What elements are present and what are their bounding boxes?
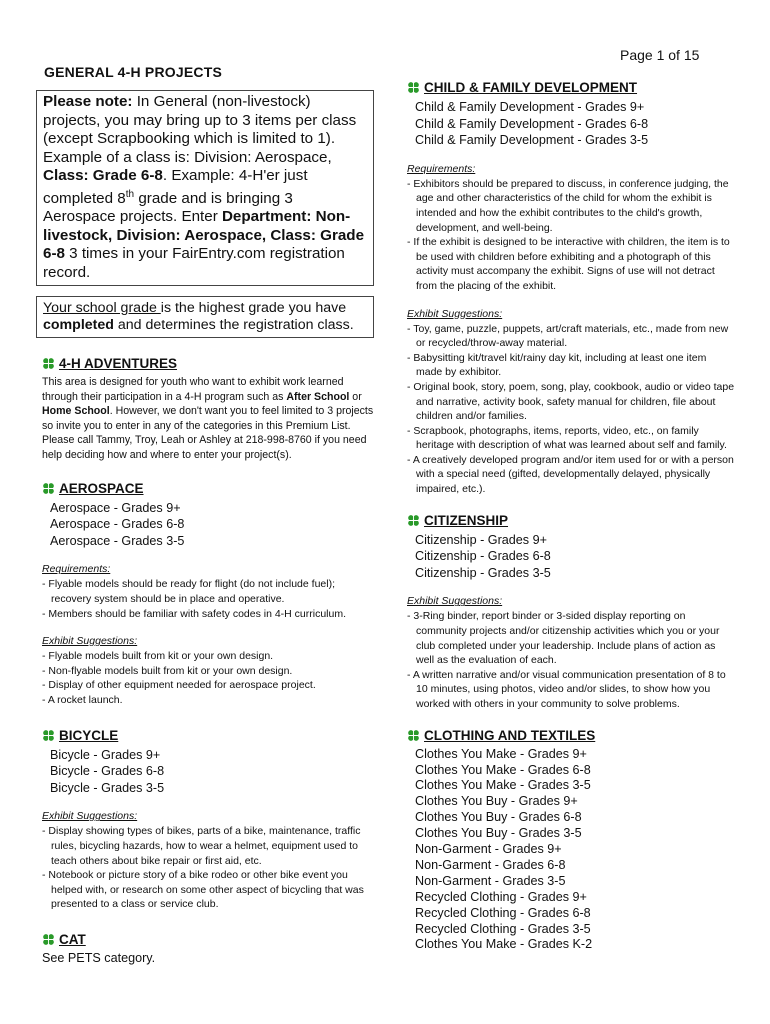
class-item: Aerospace - Grades 6-8	[50, 517, 185, 532]
page-title: GENERAL 4-H PROJECTS	[44, 64, 222, 80]
citizenship-suggestions	[407, 609, 735, 711]
note-text-1: In General (non-livestock) projects, you may bring up to 3 items per class (except Scrapbooking which is limited to 1). Example of a class is: Division: Aerospace,	[43, 93, 357, 166]
class-item: Clothes You Make - Grades 6-8	[415, 762, 591, 777]
section-title: CAT	[59, 931, 86, 947]
bullet-item: - A written narrative and/or visual communication presentation of 8 to 10 minutes, using photos, video and/or slides, to show how you worked with others in your community to solve problems.	[407, 668, 726, 710]
section-title: 4-H ADVENTURES	[59, 356, 178, 372]
section-heading-aerospace	[42, 481, 374, 496]
bullet-item: - 3-Ring binder, report binder or 3-sided display reporting on community projects and/or citizenship activities which you or your club completed under your leadership. Include plans of action as well as the evaluation of each.	[407, 610, 720, 667]
section-title: BICYCLE	[59, 727, 119, 743]
left-column	[36, 64, 374, 965]
requirements-label: Requirements:	[407, 162, 476, 175]
class-item: Clothes You Make - Grades 3-5	[415, 778, 591, 793]
bullet-item: - A rocket launch.	[42, 693, 123, 706]
desc-bold-after-school: After School	[286, 390, 350, 403]
clover-icon	[42, 482, 55, 495]
note-class-example: Class: Grade 6-8	[43, 167, 163, 184]
clover-icon	[407, 514, 420, 527]
class-item: Child & Family Development - Grades 3-5	[415, 133, 649, 148]
class-item: Non-Garment - Grades 3-5	[415, 873, 566, 888]
class-item: Clothes You Buy - Grades 3-5	[415, 826, 582, 841]
clover-icon	[407, 729, 420, 742]
class-item: Clothes You Buy - Grades 9+	[415, 794, 578, 809]
bullet-item: - If the exhibit is designed to be interactive with children, the item is to be used with children before exhibiting and a photograph of this activity must accompany the exhibit. Signs of use will not detract from the placing of the exhibit.	[407, 236, 730, 292]
class-item: Aerospace - Grades 3-5	[50, 533, 185, 548]
bullet-item: - Notebook or picture story of a bike rodeo or other bike event you helped with, or research on some other aspect of bicycling that was presented to a class or service club.	[42, 869, 364, 911]
section-heading-bicycle	[42, 728, 374, 743]
grade-note-text-2: and determines the registration class.	[113, 317, 354, 334]
bullet-item: - Original book, story, poem, song, play, cookbook, audio or video tape and narrative, activity book, safety manual for children, file about children and/or families.	[407, 380, 735, 423]
aerospace-requirements	[42, 577, 374, 621]
class-item: Citizenship - Grades 9+	[415, 532, 547, 547]
note-text-3: grade and is bringing 3 Aerospace projects. Enter	[43, 189, 293, 226]
citizenship-classes	[415, 532, 735, 582]
bullet-item: - Scrapbook, photographs, items, reports, video, etc., on family heritage with description of what was learned about self and family.	[407, 424, 727, 452]
class-item: Bicycle - Grades 3-5	[50, 780, 165, 795]
class-item: Citizenship - Grades 3-5	[415, 565, 551, 580]
section-title: AEROSPACE	[59, 480, 144, 496]
section-title: CLOTHING AND TEXTILES	[424, 727, 596, 743]
suggestions-label: Exhibit Suggestions:	[407, 307, 503, 320]
bullet-item: - Display of other equipment needed for aerospace project.	[42, 679, 316, 692]
section-heading-clothing	[407, 728, 735, 743]
class-item: Recycled Clothing - Grades 6-8	[415, 905, 591, 920]
class-item: Bicycle - Grades 9+	[50, 747, 161, 762]
bicycle-suggestions	[42, 824, 374, 912]
desc-bold-home-school: Home School	[42, 405, 110, 418]
aerospace-classes	[50, 500, 374, 550]
bullet-item: - A creatively developed program and/or item used for or with a person with a special need (gifted, developmentally delayed, physically impaired, etc.).	[407, 453, 734, 496]
note-label: Please note:	[43, 93, 133, 110]
child-family-suggestions	[407, 322, 735, 497]
right-column	[405, 80, 735, 967]
class-item: Child & Family Development - Grades 9+	[415, 100, 645, 114]
section-heading-citizenship	[407, 513, 735, 528]
clothing-classes	[415, 747, 735, 954]
bicycle-classes	[50, 747, 374, 797]
desc-text: . However, we don't want you to feel limited to 3 projects so invite you to enter in any of the categories in this Premium List. Please call Tammy, Troy, Leah or Ashley at 218-998-8760 if you need help deciding how and where to enter your project(s).	[42, 405, 374, 462]
bullet-item: - Display showing types of bikes, parts of a bike, maintenance, traffic rules, bicycling hazards, how to wear a helmet, equipment used to teach others about bike repair or first aid, etc.	[42, 825, 361, 867]
class-item: Bicycle - Grades 6-8	[50, 764, 165, 779]
suggestions-label: Exhibit Suggestions:	[42, 810, 138, 823]
grade-note-box	[36, 296, 374, 338]
class-item: Clothes You Buy - Grades 6-8	[415, 810, 582, 825]
grade-note-underlined: Your school grade	[43, 300, 161, 317]
section-heading-adventures	[42, 356, 374, 371]
class-item: Child & Family Development - Grades 6-8	[415, 116, 649, 131]
note-text-4: 3 times in your FairEntry.com registration record.	[43, 245, 345, 281]
suggestions-label: Exhibit Suggestions:	[42, 635, 138, 648]
class-item: Aerospace - Grades 9+	[50, 500, 181, 515]
class-item: Recycled Clothing - Grades 9+	[415, 889, 587, 904]
class-item: Clothes You Make - Grades 9+	[415, 746, 587, 761]
bullet-item: - Non-flyable models built from kit or your own design.	[42, 664, 293, 677]
clover-icon	[42, 933, 55, 946]
requirements-label: Requirements:	[42, 563, 111, 576]
section-heading-child-family	[407, 80, 735, 95]
aerospace-suggestions	[42, 649, 374, 707]
section-heading-cat	[42, 932, 374, 947]
class-item: Recycled Clothing - Grades 3-5	[415, 921, 591, 936]
page-number: Page 1 of 15	[620, 47, 700, 63]
suggestions-label: Exhibit Suggestions:	[407, 595, 503, 608]
note-department-example: Department: Non-livestock, Division: Aerospace, Class: Grade 6-8	[43, 208, 365, 263]
class-item: Clothes You Make - Grades K-2	[415, 937, 593, 952]
child-family-requirements	[407, 177, 735, 294]
clover-icon	[407, 81, 420, 94]
desc-text: or	[349, 390, 362, 403]
bullet-item: - Babysitting kit/travel kit/rainy day kit, including at least one item made by exhibitor.	[407, 351, 707, 379]
note-sup: th	[125, 188, 135, 200]
note-text-2: . Example: 4-H'er just completed 8	[43, 167, 308, 207]
grade-note-bold: completed	[43, 317, 114, 334]
grade-note-text-1: is the highest grade you have	[160, 300, 347, 317]
cat-text: See PETS category.	[42, 950, 156, 965]
section-title: CHILD & FAMILY DEVELOPMENT	[424, 80, 638, 95]
bullet-item: - Flyable models built from kit or your own design.	[42, 650, 274, 663]
bullet-item: - Flyable models should be ready for flight (do not include fuel); recovery system should be in place and operative.	[42, 578, 335, 605]
note-box	[36, 90, 374, 286]
bullet-item: - Toy, game, puzzle, puppets, art/craft materials, etc., made from new or recycled/throw-away material.	[407, 322, 729, 350]
clover-icon	[42, 357, 55, 370]
bullet-item: - Members should be familiar with safety codes in 4-H curriculum.	[42, 607, 347, 620]
class-item: Citizenship - Grades 6-8	[415, 549, 551, 564]
clover-icon	[42, 729, 55, 742]
section-title: CITIZENSHIP	[424, 512, 509, 528]
class-item: Non-Garment - Grades 6-8	[415, 857, 566, 872]
desc-text: This area is designed for youth who want to exhibit work learned through their participation in a 4-H program such as	[42, 376, 344, 403]
class-item: Non-Garment - Grades 9+	[415, 842, 562, 857]
child-family-classes	[415, 99, 735, 149]
adventures-description	[42, 375, 374, 463]
bullet-item: - Exhibitors should be prepared to discuss, in conference judging, the age and other characteristics of the child for whom the exhibit is intended and how the exhibit contributes to the child's growth, development, and well-being.	[407, 177, 729, 234]
